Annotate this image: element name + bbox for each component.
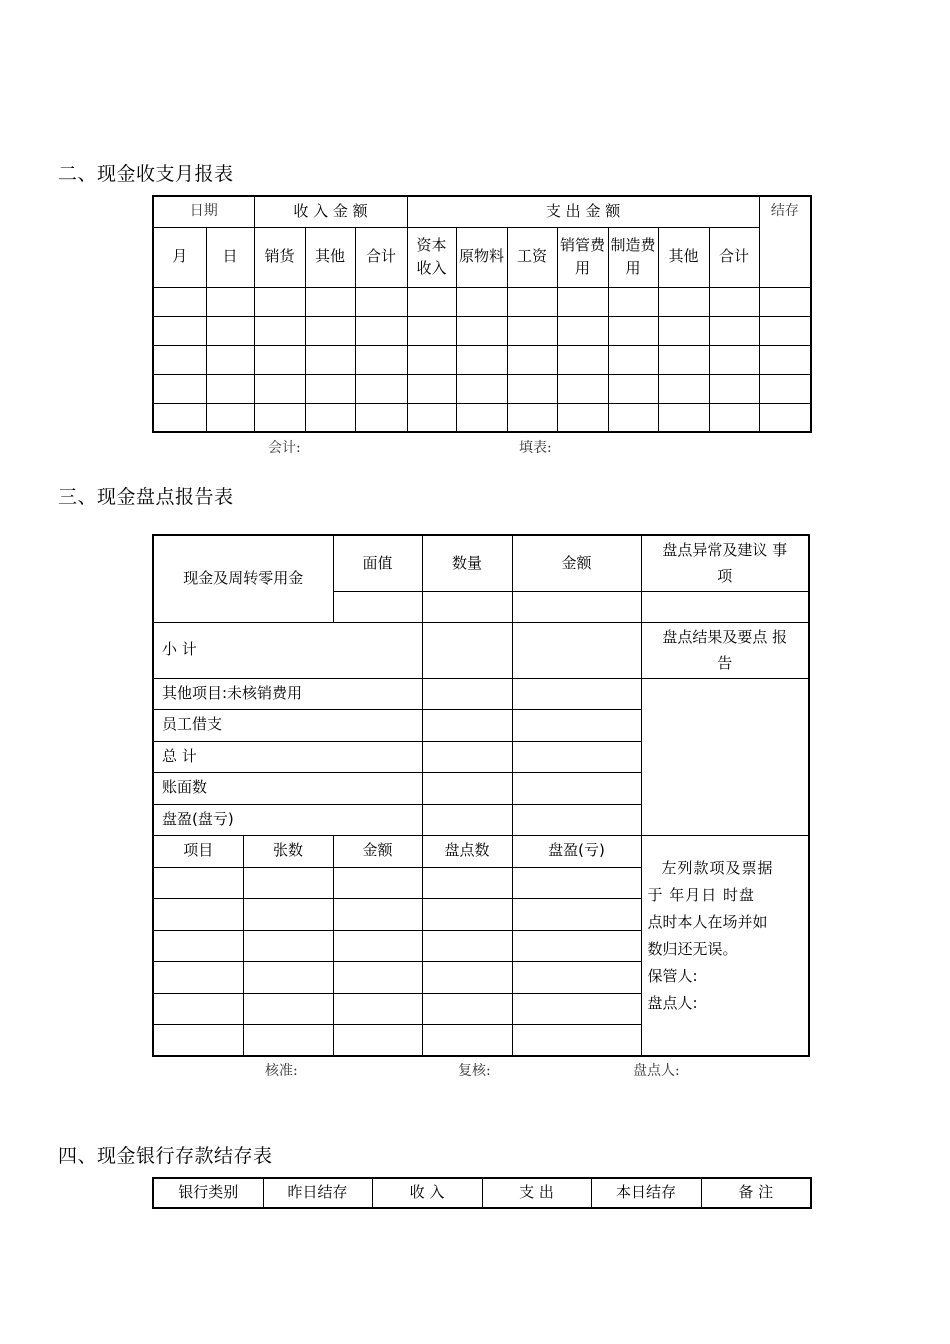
ticket-counted-header: 盘点数	[422, 835, 512, 867]
balance-header: 结存	[759, 196, 811, 287]
wages-header: 工资	[507, 227, 557, 287]
section3-title: 三、现金盘点报告表	[58, 486, 234, 508]
table-row	[153, 403, 811, 432]
quantity-header: 数量	[422, 535, 512, 591]
grand-total-label: 总 计	[153, 741, 422, 772]
selling-expense-header: 销管费 用	[557, 227, 608, 287]
day-header: 日	[206, 227, 254, 287]
expense-group-header: 支 出 金 额	[407, 196, 759, 227]
result-header: 盘点结果及要点 报 告	[641, 622, 809, 678]
ticket-surplus-header: 盘盈(亏)	[512, 835, 641, 867]
ticket-count-header: 张数	[243, 835, 333, 867]
section4-title: 四、现金银行存款结存表	[58, 1145, 273, 1167]
manufacturing-expense-header: 制造费 用	[608, 227, 658, 287]
expense-header: 支 出	[482, 1178, 591, 1208]
ticket-item-header: 项目	[153, 835, 243, 867]
counter-label: 盘点人:	[633, 1063, 680, 1079]
face-value-header: 面值	[333, 535, 422, 591]
accountant-label: 会计:	[268, 440, 301, 456]
bank-balance-table	[152, 1177, 812, 1209]
income-header: 收 入	[372, 1178, 482, 1208]
month-header: 月	[153, 227, 206, 287]
cash-label: 现金及周转零用金	[153, 535, 333, 622]
surplus-deficit-label: 盘盈(盘亏)	[153, 804, 422, 835]
prev-balance-header: 昨日结存	[263, 1178, 372, 1208]
income-group-header: 收 入 金 额	[254, 196, 407, 227]
other-items-label: 其他项目:未核销费用	[153, 678, 422, 709]
approve-label: 核准:	[265, 1063, 298, 1079]
filler-label: 填表:	[519, 440, 552, 456]
expense-total-header: 合计	[709, 227, 759, 287]
review-label: 复核:	[458, 1063, 491, 1079]
materials-header: 原物料	[456, 227, 507, 287]
book-amount-label: 账面数	[153, 772, 422, 804]
amount-header: 金额	[512, 535, 641, 591]
remarks-header: 备 注	[701, 1178, 811, 1208]
ticket-amount-header: 金额	[333, 835, 422, 867]
date-group-header: 日期	[153, 196, 254, 227]
income-other-header: 其他	[305, 227, 355, 287]
table-row	[153, 374, 811, 403]
bank-type-header: 银行类别	[153, 1178, 263, 1208]
custody-statement: 左列款项及票据 于 年月日 时盘 点时本人在场并如 数归还无误。 保管人: 盘点人:	[641, 835, 809, 1056]
section2-title: 二、现金收支月报表	[58, 163, 234, 185]
table-row	[153, 345, 811, 374]
sales-header: 销货	[254, 227, 305, 287]
table-row	[153, 287, 811, 316]
cash-count-report-table	[152, 534, 810, 1057]
capital-income-header: 资本 收入	[407, 227, 456, 287]
anomaly-header: 盘点异常及建议 事 项	[641, 535, 809, 591]
expense-other-header: 其他	[658, 227, 709, 287]
monthly-cash-report-table	[152, 195, 812, 433]
table-row	[153, 316, 811, 345]
income-total-header: 合计	[355, 227, 407, 287]
employee-advance-label: 员工借支	[153, 709, 422, 741]
subtotal-label: 小 计	[153, 622, 422, 678]
today-balance-header: 本日结存	[591, 1178, 701, 1208]
